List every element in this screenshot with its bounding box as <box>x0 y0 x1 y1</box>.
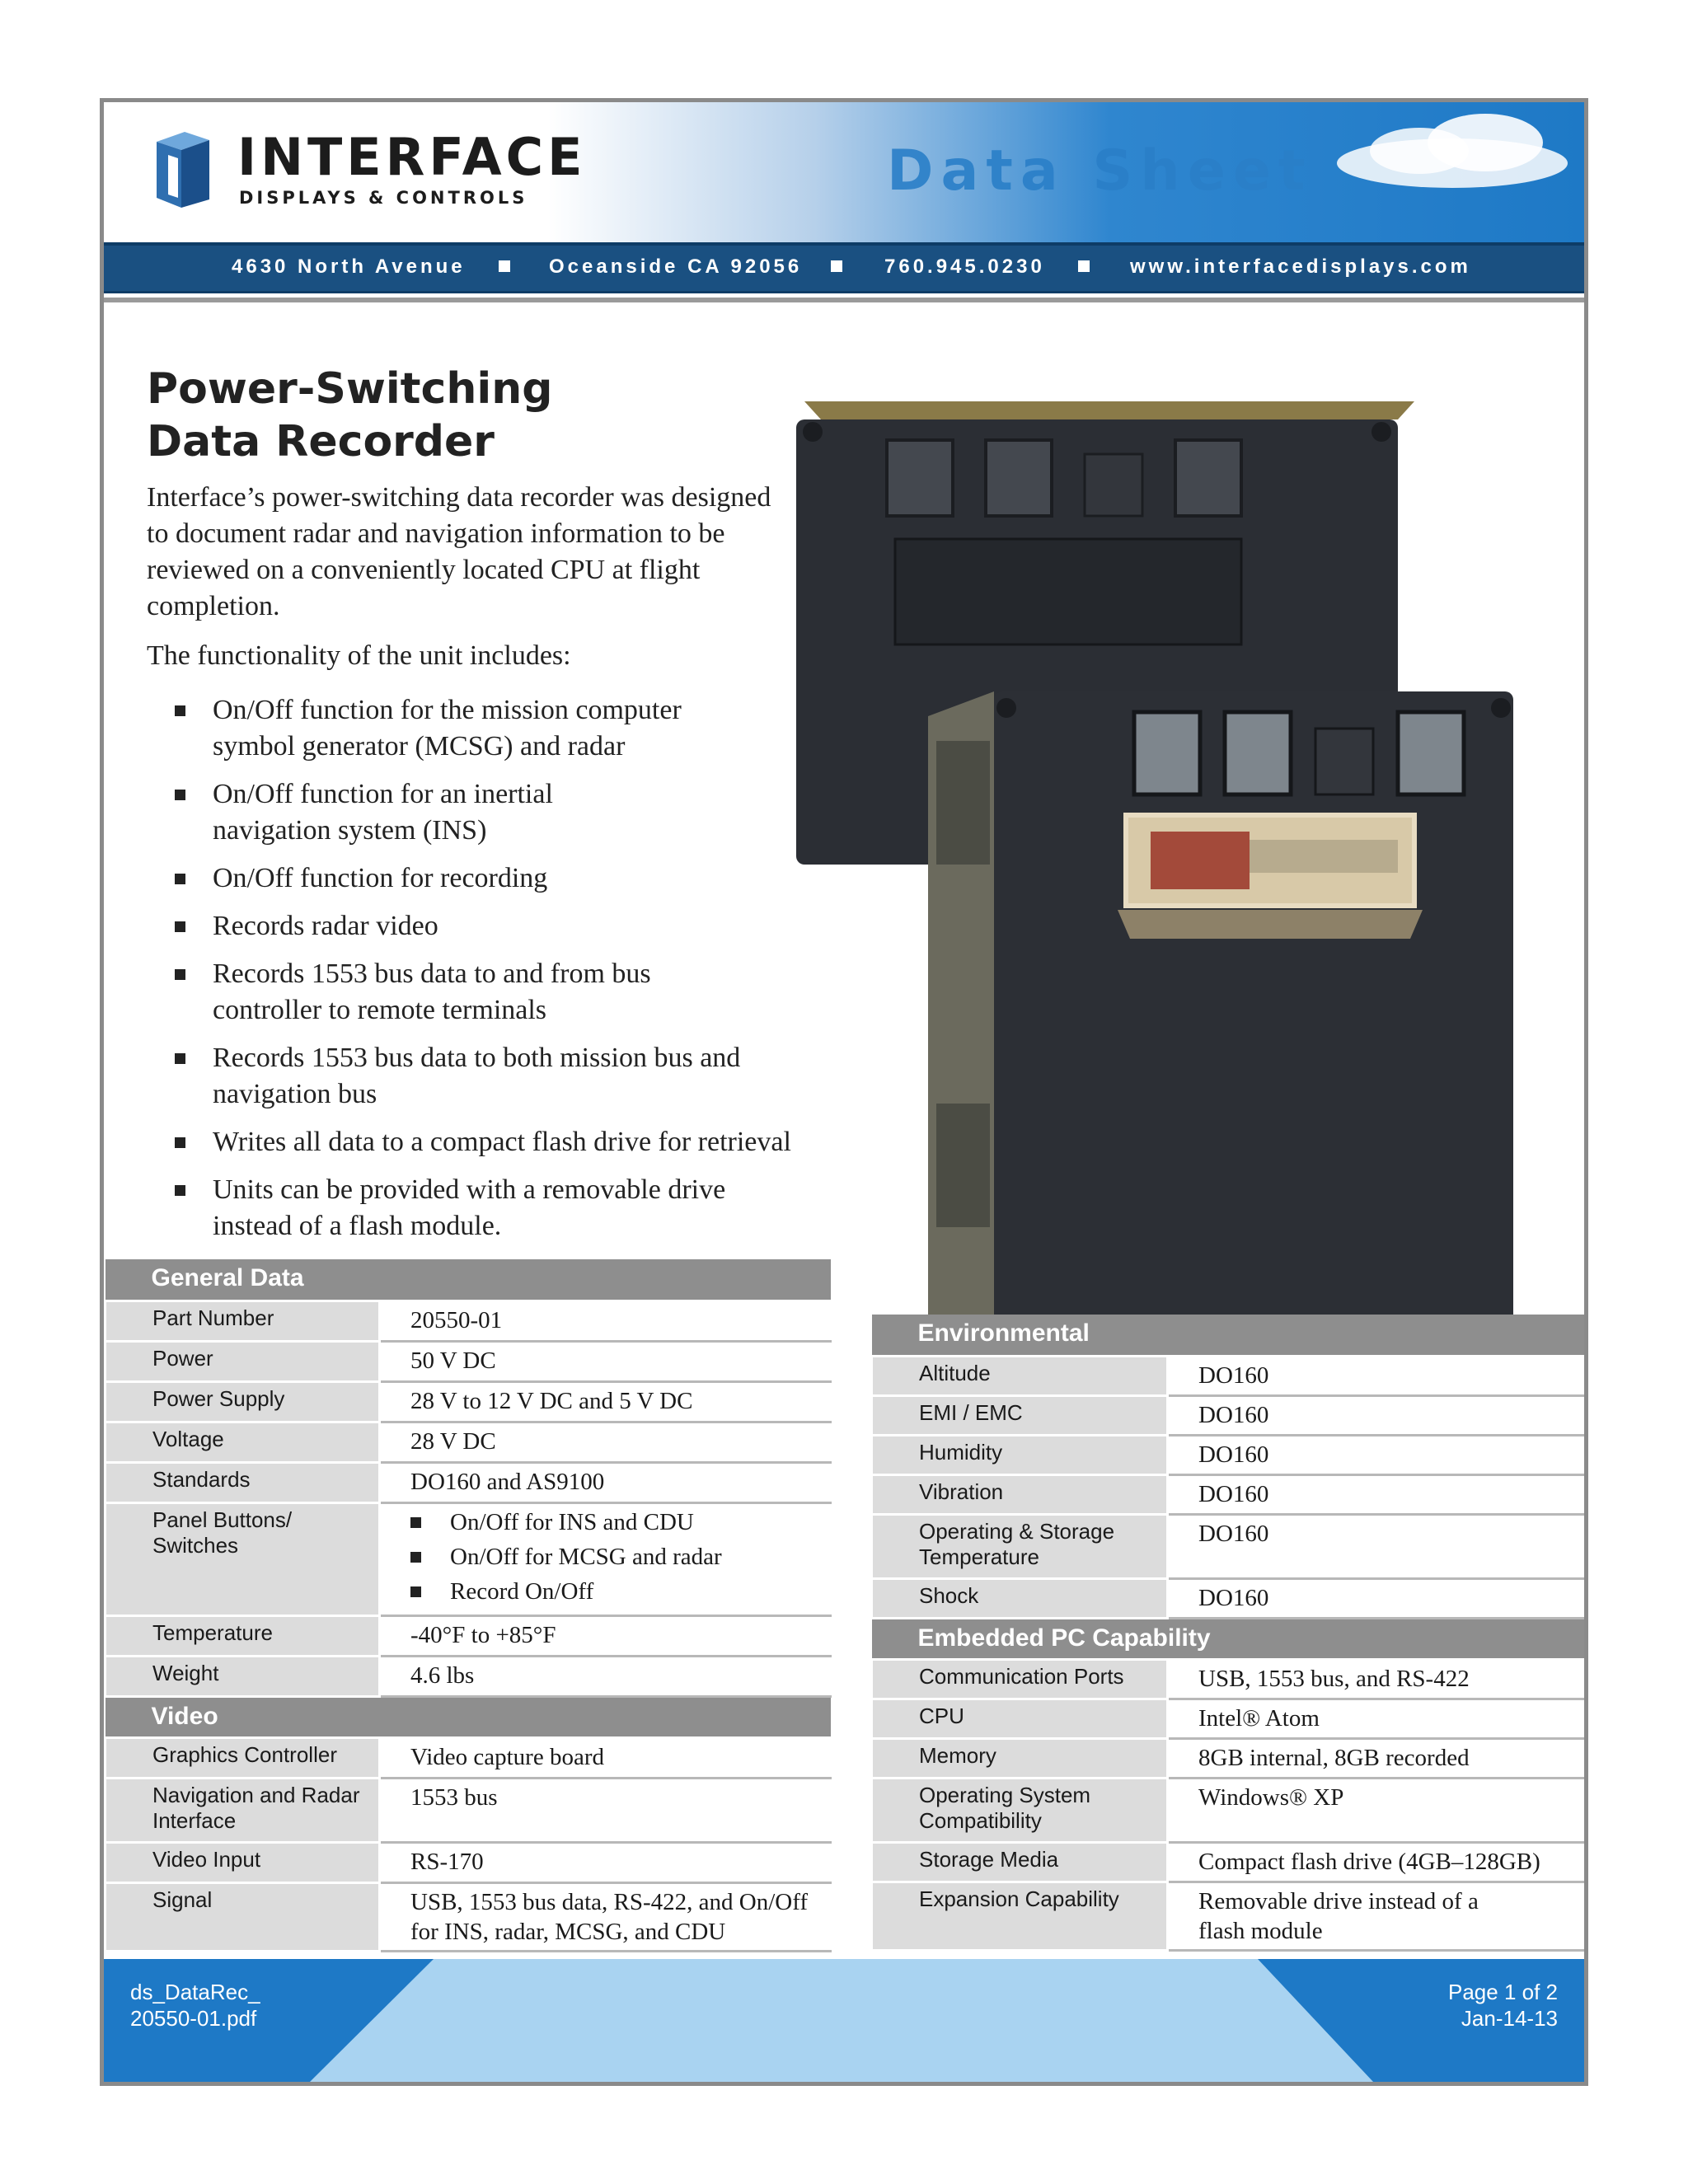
bullet-icon <box>175 1053 185 1064</box>
logo-cube-icon <box>148 130 214 209</box>
spec-value: Video capture board <box>380 1737 831 1778</box>
bullet-icon <box>175 874 185 884</box>
spec-label: Voltage <box>106 1422 380 1462</box>
spec-value: DO160 <box>1168 1395 1589 1435</box>
spec-label: Humidity <box>872 1435 1168 1474</box>
spec-value: DO160 <box>1168 1356 1589 1395</box>
feature-item: On/Off function for an inertial navigation system (INS) <box>147 776 674 849</box>
spec-value: Removable drive instead of a flash module <box>1168 1882 1589 1950</box>
spec-label: Weight <box>106 1656 380 1696</box>
title-line-2: Data Recorder <box>147 417 495 466</box>
bullet-icon <box>175 1185 185 1196</box>
spec-value: Compact flash drive (4GB–128GB) <box>1168 1842 1589 1882</box>
spec-label: Navigation and Radar Interface <box>106 1778 380 1842</box>
spec-value: 28 V to 12 V DC and 5 V DC <box>380 1381 831 1422</box>
section-heading: Embedded PC Capability <box>872 1618 1589 1659</box>
section-heading: Environmental <box>872 1315 1589 1356</box>
spec-label: Shock <box>872 1578 1168 1618</box>
spec-value: DO160 <box>1168 1474 1589 1514</box>
spec-label: Operating System Compatibility <box>872 1778 1168 1842</box>
feature-item: Writes all data to a compact flash drive for retrieval <box>147 1124 954 1160</box>
intro-lead: The functionality of the unit includes: <box>147 640 571 671</box>
website-link[interactable]: www.interfacedisplays.com <box>1130 255 1471 278</box>
spec-value: 4.6 lbs <box>380 1656 831 1696</box>
spec-value: 1553 bus <box>380 1778 831 1842</box>
panel-button-item: On/Off for MCSG and radar <box>404 1542 821 1572</box>
spec-value: -40°F to +85°F <box>380 1615 831 1656</box>
spec-label: Memory <box>872 1738 1168 1778</box>
spec-value: USB, 1553 bus, and RS-422 <box>1168 1659 1589 1699</box>
panel-button-item: Record On/Off <box>404 1577 821 1606</box>
bullet-icon <box>410 1552 421 1563</box>
spec-label: Standards <box>106 1462 380 1502</box>
street-address: 4630 North Avenue <box>232 255 466 278</box>
section-heading: Video <box>106 1696 831 1737</box>
spec-label: Graphics Controller <box>106 1737 380 1778</box>
spec-value: DO160 <box>1168 1514 1589 1578</box>
feature-item: On/Off function for recording <box>147 860 889 897</box>
bullet-icon <box>175 969 185 980</box>
bullet-icon <box>175 921 185 932</box>
product-title <box>147 363 806 468</box>
separator-square-icon <box>831 260 842 272</box>
spec-value: 20550-01 <box>380 1301 831 1341</box>
bullet-icon <box>410 1517 421 1528</box>
revision-date: Jan-14-13 <box>1461 2006 1558 2031</box>
city-address: Oceanside CA 92056 <box>549 255 803 278</box>
spec-label: Signal <box>106 1882 380 1951</box>
spec-label: Vibration <box>872 1474 1168 1514</box>
address-bar <box>104 242 1584 293</box>
spec-value <box>380 1502 831 1615</box>
spec-label: EMI / EMC <box>872 1395 1168 1435</box>
page-number: Page 1 of 2 <box>1448 1980 1558 2004</box>
separator-square-icon <box>1078 260 1090 272</box>
spec-label: Expansion Capability <box>872 1882 1168 1950</box>
spec-value: DO160 <box>1168 1578 1589 1618</box>
phone-number: 760.945.0230 <box>884 255 1045 278</box>
bullet-icon <box>410 1586 421 1597</box>
file-name: ds_DataRec_ 20550-01.pdf <box>130 1980 260 2031</box>
panel-button-list <box>404 1507 821 1606</box>
feature-item: Records 1553 bus data to both mission bus and navigation bus <box>147 1040 773 1113</box>
spec-value: DO160 and AS9100 <box>380 1462 831 1502</box>
bullet-icon <box>175 790 185 800</box>
spec-value: USB, 1553 bus data, RS-422, and On/Off for INS, radar, MCSG, and CDU <box>380 1882 831 1951</box>
banner-title: Data Sheet <box>887 138 1313 204</box>
intro-text <box>147 480 790 687</box>
logo-wordmark: INTERFACE <box>237 127 587 187</box>
spec-label: Power <box>106 1341 380 1381</box>
spec-label: Communication Ports <box>872 1659 1168 1699</box>
feature-item: On/Off function for the mission computer symbol generator (MCSG) and radar <box>147 692 757 765</box>
title-line-1: Power-Switching <box>147 364 553 414</box>
spec-label: CPU <box>872 1699 1168 1738</box>
intro-paragraph: Interface’s power-switching data recorder was designed to document radar and navigation information to be reviewed on a conveniently located CPU at flight completion. <box>147 482 771 621</box>
panel-button-item: On/Off for INS and CDU <box>404 1507 821 1537</box>
spec-label: Temperature <box>106 1615 380 1656</box>
feature-list <box>147 692 889 1256</box>
bullet-icon <box>175 705 185 716</box>
header-banner <box>104 102 1584 242</box>
spec-label: Storage Media <box>872 1842 1168 1882</box>
spec-label: Power Supply <box>106 1381 380 1422</box>
spec-value: 28 V DC <box>380 1422 831 1462</box>
environmental-table <box>870 1315 1588 1952</box>
bullet-icon <box>175 1137 185 1148</box>
cloud-graphic <box>1329 105 1576 196</box>
spec-value: RS-170 <box>380 1842 831 1882</box>
page-footer <box>104 1959 1584 2082</box>
feature-item: Records radar video <box>147 908 889 944</box>
spec-label: Operating & Storage Temperature <box>872 1514 1168 1578</box>
feature-item: Records 1553 bus data to and from bus controller to remote terminals <box>147 956 740 1029</box>
spec-value: 50 V DC <box>380 1341 831 1381</box>
spec-label: Altitude <box>872 1356 1168 1395</box>
spec-value: DO160 <box>1168 1435 1589 1474</box>
section-heading: General Data <box>106 1259 831 1301</box>
company-logo <box>148 127 610 218</box>
product-photo <box>788 395 1530 1359</box>
datasheet-page <box>100 98 1588 2086</box>
separator-square-icon <box>499 260 510 272</box>
logo-subtitle: DISPLAYS & CONTROLS <box>239 188 528 208</box>
spec-value: Intel® Atom <box>1168 1699 1589 1738</box>
spec-label: Panel Buttons/ Switches <box>106 1502 380 1615</box>
footer-graphic <box>104 1959 1584 2082</box>
spec-label: Video Input <box>106 1842 380 1882</box>
spec-value: Windows® XP <box>1168 1778 1589 1842</box>
general-data-table <box>104 1259 832 1952</box>
page-info <box>1448 1979 1558 2032</box>
feature-item: Units can be provided with a removable drive instead of a flash module. <box>147 1172 790 1244</box>
spec-label: Part Number <box>106 1301 380 1341</box>
header-rule <box>104 298 1584 302</box>
spec-value: 8GB internal, 8GB recorded <box>1168 1738 1589 1778</box>
